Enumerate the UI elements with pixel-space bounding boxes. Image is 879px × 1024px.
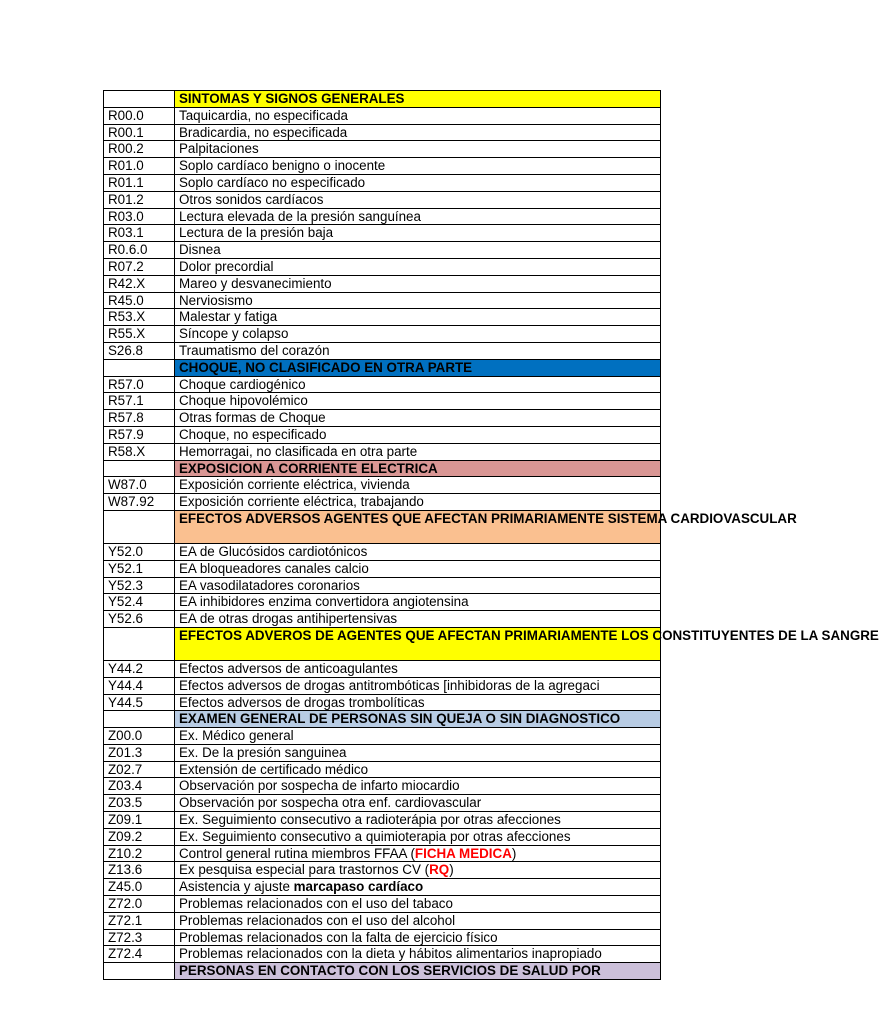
code-cell: R01.1 xyxy=(104,174,175,191)
description-text: Extensión de certificado médico xyxy=(179,761,369,777)
description-text: Otras formas de Choque xyxy=(179,410,326,426)
description-cell xyxy=(175,845,661,862)
table-row xyxy=(104,879,661,896)
table-row xyxy=(104,410,661,427)
description-text: EA de otras drogas antihipertensivas xyxy=(179,611,398,627)
description-cell xyxy=(175,560,661,577)
description-cell xyxy=(175,124,661,141)
section-title: PERSONAS EN CONTACTO CON LOS SERVICIOS DE SALUD POR xyxy=(175,963,661,980)
description-cell xyxy=(175,191,661,208)
description-cell xyxy=(175,174,661,191)
code-cell: S26.8 xyxy=(104,342,175,359)
table-row xyxy=(104,577,661,594)
description-cell xyxy=(175,946,661,963)
description-text: Exposición corriente eléctrica, vivienda xyxy=(179,477,410,493)
description-cell xyxy=(175,912,661,929)
table-row xyxy=(104,242,661,259)
table-row xyxy=(104,258,661,275)
section-title: EXPOSICION A CORRIENTE ELECTRICA xyxy=(175,460,661,477)
description-text: Problemas relacionados con la falta de ejercicio físico xyxy=(179,929,498,945)
description-text: Nerviosismo xyxy=(179,292,253,308)
code-cell: R00.2 xyxy=(104,141,175,158)
table-row xyxy=(104,309,661,326)
code-cell: Y52.4 xyxy=(104,594,175,611)
description-text: EA vasodilatadores coronarios xyxy=(179,577,360,593)
description-cell xyxy=(175,761,661,778)
code-cell: Z02.7 xyxy=(104,761,175,778)
table-row xyxy=(104,795,661,812)
table-row xyxy=(104,812,661,829)
table-row xyxy=(104,376,661,393)
description-cell xyxy=(175,543,661,560)
diagnosis-code-table xyxy=(103,90,879,980)
code-cell: R57.9 xyxy=(104,426,175,443)
table-row xyxy=(104,761,661,778)
table-row xyxy=(104,896,661,913)
description-text: Otros sonidos cardíacos xyxy=(179,191,324,207)
description-text: Soplo cardíaco benigno o inocente xyxy=(179,158,386,174)
section-header-row xyxy=(104,711,661,728)
code-cell: Y44.5 xyxy=(104,694,175,711)
code-cell: Z09.2 xyxy=(104,828,175,845)
code-cell: R57.1 xyxy=(104,393,175,410)
description-text: Soplo cardíaco no especificado xyxy=(179,174,366,190)
table-row xyxy=(104,660,661,677)
code-cell: R58.X xyxy=(104,443,175,460)
description-text: Disnea xyxy=(179,242,221,258)
code-cell: R42.X xyxy=(104,275,175,292)
description-text: Ex. Seguimiento consecutivo a quimioterapia por otras afecciones xyxy=(179,828,571,844)
description-cell xyxy=(175,896,661,913)
table-row xyxy=(104,677,661,694)
description-emphasis: FICHA MEDICA xyxy=(414,845,512,861)
description-cell xyxy=(175,208,661,225)
section-header-row xyxy=(104,91,661,108)
description-cell xyxy=(175,426,661,443)
code-cell: R01.2 xyxy=(104,191,175,208)
code-cell: Y44.4 xyxy=(104,677,175,694)
code-cell: R45.0 xyxy=(104,292,175,309)
description-text: Efectos adversos de drogas antitrombóticas [inhibidoras de la agregaci xyxy=(179,677,600,693)
table-row xyxy=(104,426,661,443)
table-row xyxy=(104,744,661,761)
description-text: Traumatismo del corazón xyxy=(179,342,330,358)
code-cell: W87.0 xyxy=(104,477,175,494)
table-row xyxy=(104,594,661,611)
section-title: SINTOMAS Y SIGNOS GENERALES xyxy=(175,91,661,108)
description-cell xyxy=(175,326,661,343)
description-text: Lectura elevada de la presión sanguínea xyxy=(179,208,421,224)
description-text: Problemas relacionados con la dieta y hábitos alimentarios inapropiado xyxy=(179,946,602,962)
description-emphasis: RQ xyxy=(429,862,450,878)
section-code-cell xyxy=(104,711,175,728)
code-cell: R00.1 xyxy=(104,124,175,141)
section-code-cell xyxy=(104,91,175,108)
table-row xyxy=(104,543,661,560)
section-code-cell xyxy=(104,460,175,477)
code-cell: Z10.2 xyxy=(104,845,175,862)
description-text: Choque cardiogénico xyxy=(179,376,306,392)
table-row xyxy=(104,778,661,795)
code-cell: W87.92 xyxy=(104,494,175,511)
description-cell xyxy=(175,611,661,628)
description-text: Observación por sospecha otra enf. cardiovascular xyxy=(179,795,482,811)
description-text: Bradicardia, no especificada xyxy=(179,124,348,140)
description-text: Malestar y fatiga xyxy=(179,309,278,325)
description-text: EA inhibidores enzima convertidora angiotensina xyxy=(179,594,469,610)
code-cell: Z01.3 xyxy=(104,744,175,761)
description-cell xyxy=(175,292,661,309)
description-cell xyxy=(175,694,661,711)
description-text: Choque hipovolémico xyxy=(179,393,308,409)
description-cell xyxy=(175,393,661,410)
description-cell xyxy=(175,795,661,812)
description-text: Ex. Médico general xyxy=(179,728,294,744)
code-cell: Z72.0 xyxy=(104,896,175,913)
section-header-row xyxy=(104,963,661,980)
table-row xyxy=(104,728,661,745)
description-cell xyxy=(175,477,661,494)
description-cell xyxy=(175,342,661,359)
description-cell xyxy=(175,309,661,326)
table-row xyxy=(104,191,661,208)
description-cell xyxy=(175,594,661,611)
description-text: Observación por sospecha de infarto miocardio xyxy=(179,778,460,794)
description-cell xyxy=(175,778,661,795)
description-cell xyxy=(175,744,661,761)
code-cell: R57.0 xyxy=(104,376,175,393)
description-text: Problemas relacionados con el uso del tabaco xyxy=(179,896,453,912)
code-cell: R01.0 xyxy=(104,158,175,175)
code-cell: R03.1 xyxy=(104,225,175,242)
code-cell: Z09.1 xyxy=(104,812,175,829)
code-cell: R53.X xyxy=(104,309,175,326)
description-suffix: ) xyxy=(449,862,454,878)
table-row xyxy=(104,912,661,929)
description-cell xyxy=(175,494,661,511)
section-code-cell xyxy=(104,510,175,543)
code-cell: Z03.5 xyxy=(104,795,175,812)
code-cell: Y52.6 xyxy=(104,611,175,628)
description-cell xyxy=(175,275,661,292)
description-cell xyxy=(175,443,661,460)
table-row xyxy=(104,611,661,628)
table-row xyxy=(104,141,661,158)
description-text: Control general rutina miembros FFAA ( xyxy=(179,845,415,861)
description-cell xyxy=(175,577,661,594)
code-cell: Z72.1 xyxy=(104,912,175,929)
section-code-cell xyxy=(104,359,175,376)
code-cell: R07.2 xyxy=(104,258,175,275)
table-row xyxy=(104,208,661,225)
table-row xyxy=(104,393,661,410)
code-cell: R55.X xyxy=(104,326,175,343)
code-cell: Z45.0 xyxy=(104,879,175,896)
description-text: Efectos adversos de anticoagulantes xyxy=(179,660,398,676)
description-text: Palpitaciones xyxy=(179,141,259,157)
description-text: Problemas relacionados con el uso del alcohol xyxy=(179,912,456,928)
description-cell xyxy=(175,107,661,124)
description-cell xyxy=(175,879,661,896)
description-cell xyxy=(175,660,661,677)
description-text: Exposición corriente eléctrica, trabajando xyxy=(179,494,424,510)
table-row xyxy=(104,560,661,577)
table-row xyxy=(104,443,661,460)
table-body xyxy=(104,91,879,980)
description-cell xyxy=(175,862,661,879)
section-title: EFECTOS ADVERSOS AGENTES QUE AFECTAN PRIMARIAMENTE SISTEMA CARDIOVASCULAR xyxy=(175,510,661,543)
code-cell: R03.0 xyxy=(104,208,175,225)
description-cell xyxy=(175,242,661,259)
description-text: Efectos adversos de drogas trombolíticas xyxy=(179,694,425,710)
description-cell xyxy=(175,158,661,175)
table-row xyxy=(104,275,661,292)
section-title: CHOQUE, NO CLASIFICADO EN OTRA PARTE xyxy=(175,359,661,376)
section-header-row xyxy=(104,460,661,477)
section-code-cell xyxy=(104,627,175,660)
table-row xyxy=(104,225,661,242)
description-text: Dolor precordial xyxy=(179,258,274,274)
code-cell: R0.6.0 xyxy=(104,242,175,259)
section-header-row xyxy=(104,359,661,376)
section-code-cell xyxy=(104,963,175,980)
table-row xyxy=(104,494,661,511)
table-row xyxy=(104,107,661,124)
description-text: Taquicardia, no especificada xyxy=(179,107,348,123)
description-cell xyxy=(175,410,661,427)
description-cell xyxy=(175,258,661,275)
description-text: Síncope y colapso xyxy=(179,326,289,342)
description-text: EA bloqueadores canales calcio xyxy=(179,560,369,576)
description-cell xyxy=(175,225,661,242)
description-cell xyxy=(175,812,661,829)
section-header-row xyxy=(104,510,661,543)
table-row xyxy=(104,326,661,343)
description-text: Ex. De la presión sanguinea xyxy=(179,744,347,760)
description-cell xyxy=(175,677,661,694)
table-row xyxy=(104,124,661,141)
table-row xyxy=(104,929,661,946)
code-cell: Z13.6 xyxy=(104,862,175,879)
table-row xyxy=(104,292,661,309)
code-cell: Z03.4 xyxy=(104,778,175,795)
code-cell: Y44.2 xyxy=(104,660,175,677)
section-title: EXAMEN GENERAL DE PERSONAS SIN QUEJA O SIN DIAGNOSTICO xyxy=(175,711,661,728)
description-text: Ex. Seguimiento consecutivo a radioterápia por otras afecciones xyxy=(179,812,561,828)
code-cell: Z72.3 xyxy=(104,929,175,946)
description-emphasis: marcapaso cardíaco xyxy=(293,879,424,895)
section-title: EFECTOS ADVEROS DE AGENTES QUE AFECTAN PRIMARIAMENTE LOS CONSTITUYENTES DE LA SANGRE xyxy=(175,627,661,660)
description-text: Asistencia y ajuste xyxy=(179,879,294,895)
code-cell: Y52.3 xyxy=(104,577,175,594)
table-row xyxy=(104,946,661,963)
code-cell: R00.0 xyxy=(104,107,175,124)
description-suffix: ) xyxy=(511,845,517,861)
description-cell xyxy=(175,728,661,745)
description-text: Mareo y desvanecimiento xyxy=(179,275,332,291)
description-text: Hemorragai, no clasificada en otra parte xyxy=(179,443,418,459)
description-cell xyxy=(175,828,661,845)
table-row xyxy=(104,862,661,879)
table-row xyxy=(104,342,661,359)
description-text: Lectura de la presión baja xyxy=(179,225,334,241)
table-row xyxy=(104,828,661,845)
description-cell xyxy=(175,141,661,158)
code-cell: Z00.0 xyxy=(104,728,175,745)
description-text: Ex pesquisa especial para trastornos CV ( xyxy=(179,862,430,878)
code-cell: R57.8 xyxy=(104,410,175,427)
table-row xyxy=(104,845,661,862)
description-cell xyxy=(175,929,661,946)
table-row xyxy=(104,477,661,494)
section-header-row xyxy=(104,627,661,660)
description-text: Choque, no especificado xyxy=(179,426,327,442)
description-text: EA de Glucósidos cardiotónicos xyxy=(179,543,368,559)
table-row xyxy=(104,694,661,711)
table-row xyxy=(104,174,661,191)
code-cell: Y52.1 xyxy=(104,560,175,577)
description-cell xyxy=(175,376,661,393)
table-row xyxy=(104,158,661,175)
code-cell: Z72.4 xyxy=(104,946,175,963)
code-cell: Y52.0 xyxy=(104,543,175,560)
